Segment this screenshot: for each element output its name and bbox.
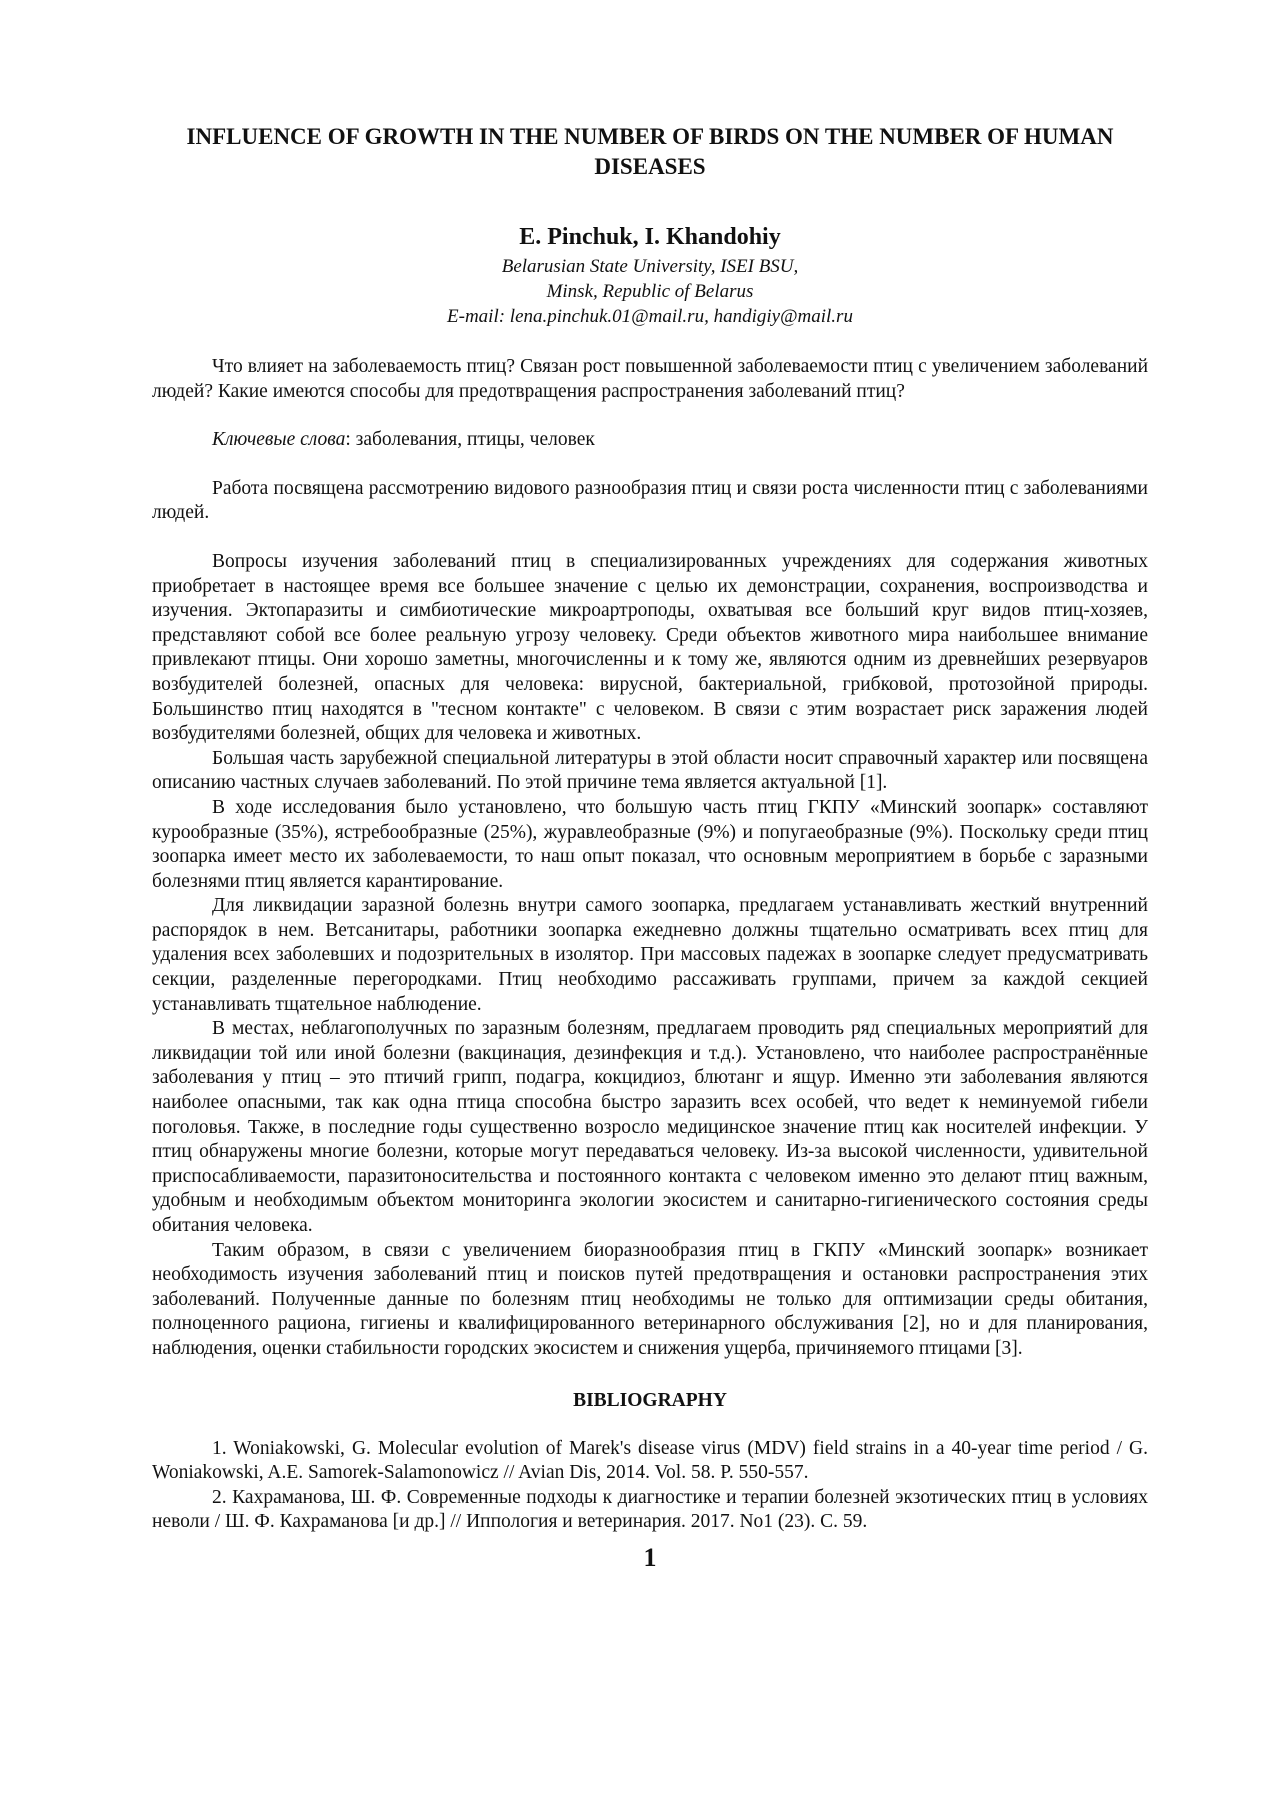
body-paragraph: Для ликвидации заразной болезнь внутри самого зоопарка, предлагаем устанавливать жесткий внутренний распорядок в нем. Ветсанитары, работники зоопарка ежедневно должны тщательно осматривать всех птиц для удаления всех заболевших и подозрительных в изолятор. При массовых падежах в зоопарке следует предусматривать секции, разделенные перегородками. Птиц необходимо рассаживать группами, причем за каждой секцией устанавливать тщательное наблюдение. [152,895,1148,1015]
paper-title: INFLUENCE OF GROWTH IN THE NUMBER OF BIRDS ON THE NUMBER OF HUMAN DISEASES [186,124,1114,179]
keywords-paragraph [152,428,1148,453]
body-paragraph: Вопросы изучения заболеваний птиц в специализированных учреждениях для содержания животных приобретает в настоящее время все большее значение с целью их демонстрации, сохранения, воспроизводства и изучения. Эктопаразиты и симбиотические микроартроподы, охватывая все больший круг видов птиц-хозяев, представляют собой все более реальную угрозу человеку. Среди объектов животного мира наибольшее внимание привлекают птицы. Они хорошо заметны, многочисленны и к тому же, являются одним из древнейших резервуаров возбудителей болезней, опасных для человека: вирусной, бактериальной, грибковой, протозойной природы. Большинство птиц находятся в "тесном контакте" с человеком. В связи с этим возрастает риск заражения людей возбудителями болезней, общих для человека и животных. [152,550,1148,745]
page-number: 1 [643,1542,657,1572]
body-paragraph: В ходе исследования было установлено, что большую часть птиц ГКПУ «Минский зоопарк» составляют курообразные (35%), ястребообразные (25%), журавлеобразные (9%) и попугаеобразные (9%). Поскольку среди птиц зоопарка имеет место их заболеваемости, то наш опыт показал, что основным мероприятием в борьбе с заразными болезнями птиц является карантирование. [152,796,1148,892]
bibliography-list [152,1437,1148,1535]
intro-paragraph: Работа посвящена рассмотрению видового разнообразия птиц и связи роста численности птиц с заболеваниями людей. [152,477,1148,524]
abstract-paragraph: Что влияет на заболеваемость птиц? Связан рост повышенной заболеваемости птиц с увеличением заболеваний людей? Какие имеются способы для предотвращения распространения заболеваний птиц? [152,356,1148,402]
bibliography-item: 1. Woniakowski, G. Molecular evolution of Marek's disease virus (MDV) field strains in a 40-year time period / G. Woniakowski, A.E. Samorek-Salamonowicz // Avian Dis, 2014. Vol. 58. P. 550-557. [152,1437,1148,1484]
bibliography-item: 2. Кахраманова, Ш. Ф. Современные подходы к диагностике и терапии болезней экзотических птиц в условиях неволи / Ш. Ф. Кахраманова [и др.] // Иппология и ветеринария. 2017. No1 (23). С. 59. [152,1486,1148,1533]
bibliography-heading: BIBLIOGRAPHY [573,1389,727,1411]
affiliation-location: Minsk, Republic of Belarus [546,281,754,302]
body-paragraph: Большая часть зарубежной специальной литературы в этой области носит справочный характер или посвящена описанию частных случаев заболеваний. По этой причине тема является актуальной [1]. [152,747,1148,794]
affiliation-email: E-mail: lena.pinchuk.01@mail.ru, handigiy@mail.ru [447,306,853,327]
body-paragraph: Таким образом, в связи с увеличением биоразнообразия птиц в ГКПУ «Минский зоопарк» возникает необходимость изучения заболеваний птиц и поисков путей предотвращения и остановки распространения этих заболеваний. Полученные данные по болезням птиц необходимы не только для оптимизации среды обитания, полноценного рациона, гигиены и квалифицированного ветеринарного обслуживания [2], но и для планирования, наблюдения, оценки стабильности городских экосистем и снижения ущерба, причиняемого птицами [3]. [152,1239,1148,1359]
body-text [152,550,1148,1362]
affiliation-line: Belarusian State University, ISEI BSU, [501,256,799,277]
affiliation-block [152,254,1148,329]
keywords-label: Ключевые слова [212,429,346,451]
paper-authors: E. Pinchuk, I. Khandohiy [519,224,781,250]
keywords-text: : заболевания, птицы, человек [345,429,595,451]
body-paragraph: В местах, неблагополучных по заразным болезням, предлагаем проводить ряд специальных мероприятий для ликвидации той или иной болезни (вакцинация, дезинфекция и т.д.). Установлено, что наиболее распространённые заболевания у птиц – это птичий грипп, подагра, кокцидиоз, блютанг и ящур. Именно эти заболевания являются наиболее опасными, так как одна птица способна быстро заразить всех особей, что ведет к неминуемой гибели поголовья. Также, в последние годы существенно возросло медицинское значение птиц как носителей инфекции. У птиц обнаружены многие болезни, которые могут передаваться человеку. Из-за высокой численности, удивительной приспосабливаемости, паразитоносительства и постоянного контакта с человеком именно это делают птиц важным, удобным и необходимым объектом мониторинга экологии экосистем и санитарно-гигиенического состояния среды обитания человека. [152,1018,1148,1236]
